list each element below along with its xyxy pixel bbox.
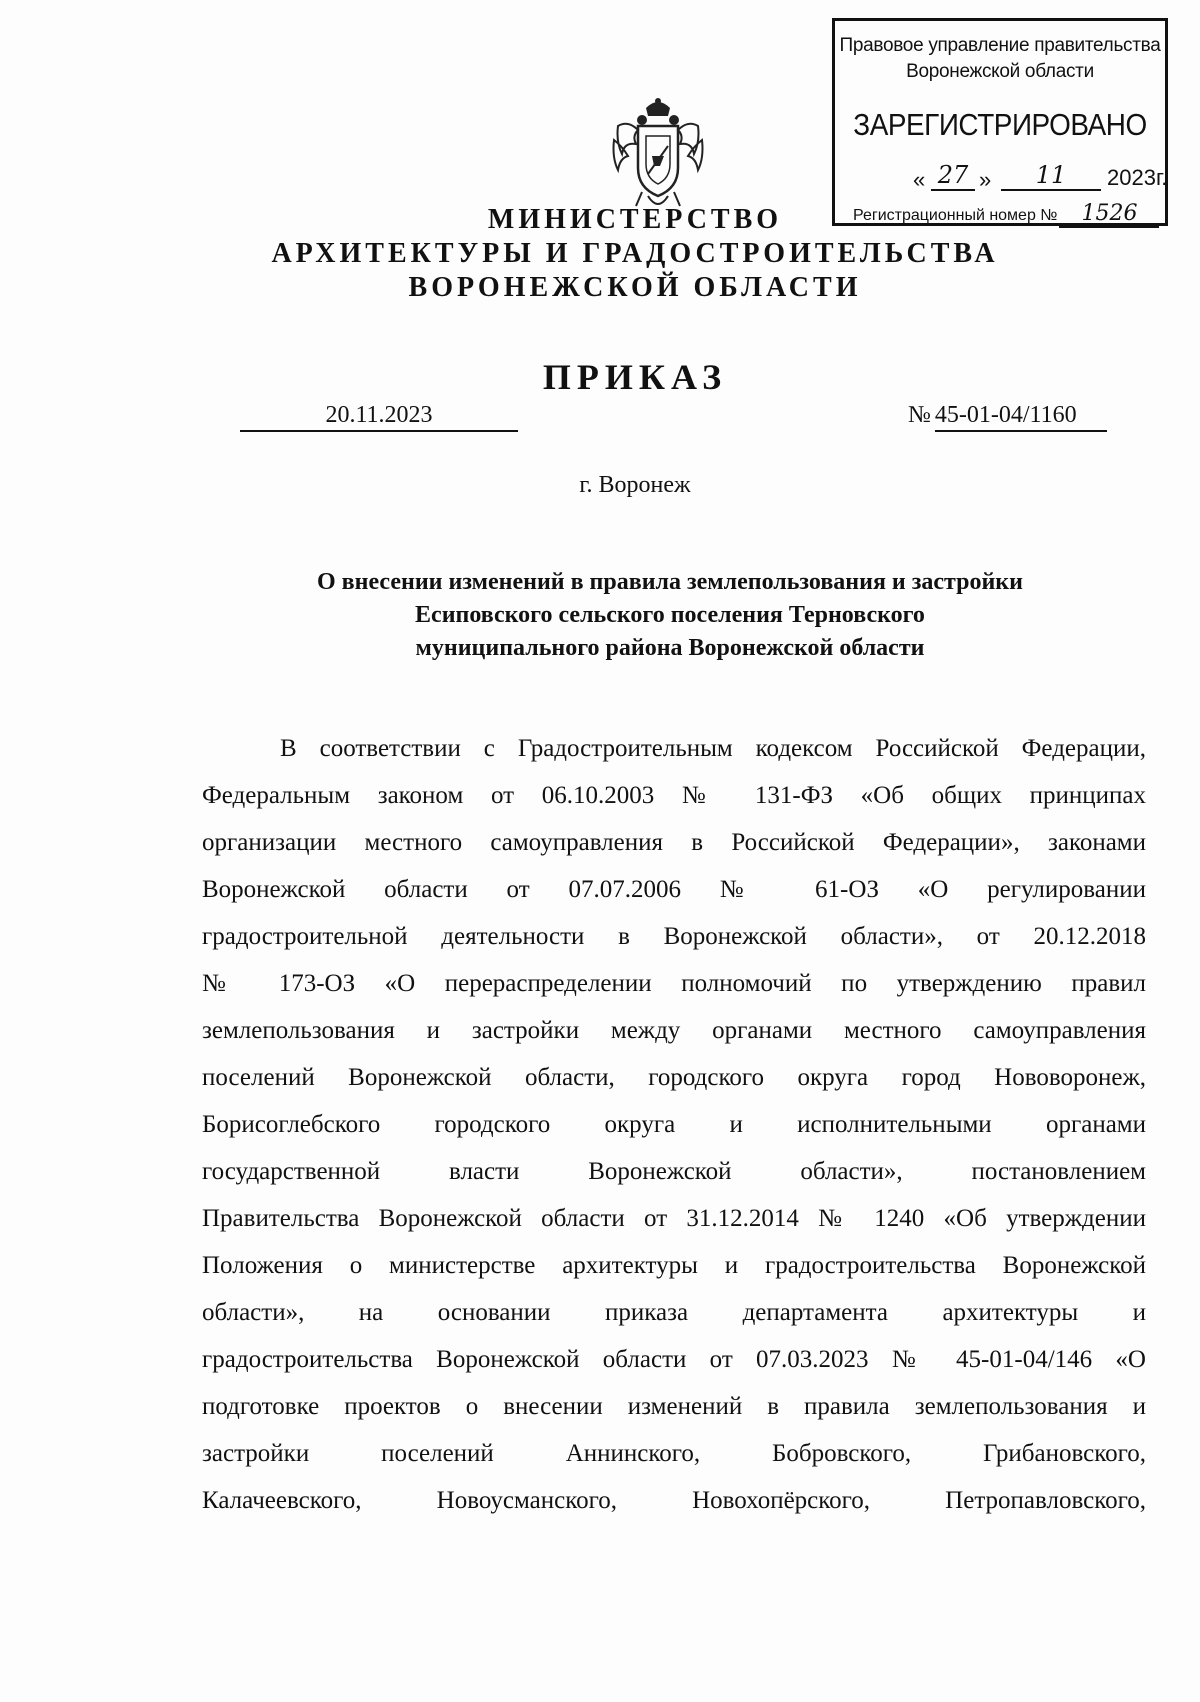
ministry-name-line2: АРХИТЕКТУРЫ И ГРАДОСТРОИТЕЛЬСТВА bbox=[271, 238, 999, 269]
body-line: № 173-ОЗ «О перераспределении полномочий по утверждению правил bbox=[202, 970, 1146, 997]
ministry-name-line3: ВОРОНЕЖСКОЙ ОБЛАСТИ bbox=[408, 272, 862, 303]
stamp-year: 2023г. bbox=[1107, 165, 1168, 190]
body-line: Положения о министерстве архитектуры и градостроительства Воронежской bbox=[202, 1252, 1146, 1279]
body-line: государственной власти Воронежской области», постановлением bbox=[202, 1158, 1146, 1185]
body-line: Федеральным законом от 06.10.2003 № 131-ФЗ «Об общих принципах bbox=[202, 782, 1146, 809]
order-title: О внесении изменений в правила землепользования и застройки Есиповского сельского поселения Терновского муниципального района Воронежской области bbox=[317, 569, 1023, 661]
body-line: Борисоглебского городского округа и исполнительными органами bbox=[202, 1111, 1146, 1138]
body-line: В соответствии с Градостроительным кодексом Российской Федерации, bbox=[280, 735, 1146, 762]
body-line: застройки поселений Аннинского, Бобровского, Грибановского, bbox=[202, 1440, 1146, 1467]
body-line: области», на основании приказа департамента архитектуры и bbox=[202, 1299, 1146, 1326]
body-line: градостроительной деятельности в Воронежской области», от 20.12.2018 bbox=[202, 923, 1146, 950]
body-line: Калачеевского, Новоусманского, Новохопёрского, Петропавловского, bbox=[202, 1487, 1146, 1514]
stamp-registration-number: Регистрационный номер № 1526 bbox=[853, 201, 1159, 228]
stamp-organization: Правовое управление правительства Воронежской области bbox=[839, 35, 1161, 82]
city: г. Воронеж bbox=[579, 472, 691, 498]
stamp-month: 11 bbox=[1001, 161, 1101, 191]
registration-stamp bbox=[832, 18, 1168, 226]
coat-of-arms-icon bbox=[608, 96, 708, 214]
number-value: 45-01-04/1160 bbox=[935, 400, 1107, 432]
stamp-day: 27 bbox=[931, 161, 975, 191]
body-line: организации местного самоуправления в Российской Федерации», законами bbox=[202, 829, 1146, 856]
stamp-registered-label: ЗАРЕГИСТРИРОВАНО bbox=[853, 107, 1147, 142]
body-line: Правительства Воронежской области от 31.12.2014 № 1240 «Об утверждении bbox=[202, 1205, 1146, 1232]
order-number bbox=[908, 400, 1107, 432]
number-label: № bbox=[908, 402, 931, 428]
order-date: 20.11.2023 bbox=[240, 400, 518, 432]
body-line: подготовке проектов о внесении изменений в правила землепользования и bbox=[202, 1393, 1146, 1420]
document-type: ПРИКАЗ bbox=[542, 357, 728, 397]
body-line: Воронежской области от 07.07.2006 № 61-ОЗ «О регулировании bbox=[202, 876, 1146, 903]
stamp-date: « 27 » 11 2023г. bbox=[913, 161, 1168, 192]
ministry-name-line1: МИНИСТЕРСТВО bbox=[487, 204, 783, 235]
body-line: землепользования и застройки между органами местного самоуправления bbox=[202, 1017, 1146, 1044]
body-line: поселений Воронежской области, городского округа город Нововоронеж, bbox=[202, 1064, 1146, 1091]
body-line: градостроительства Воронежской области от 07.03.2023 № 45-01-04/146 «О bbox=[202, 1346, 1146, 1373]
